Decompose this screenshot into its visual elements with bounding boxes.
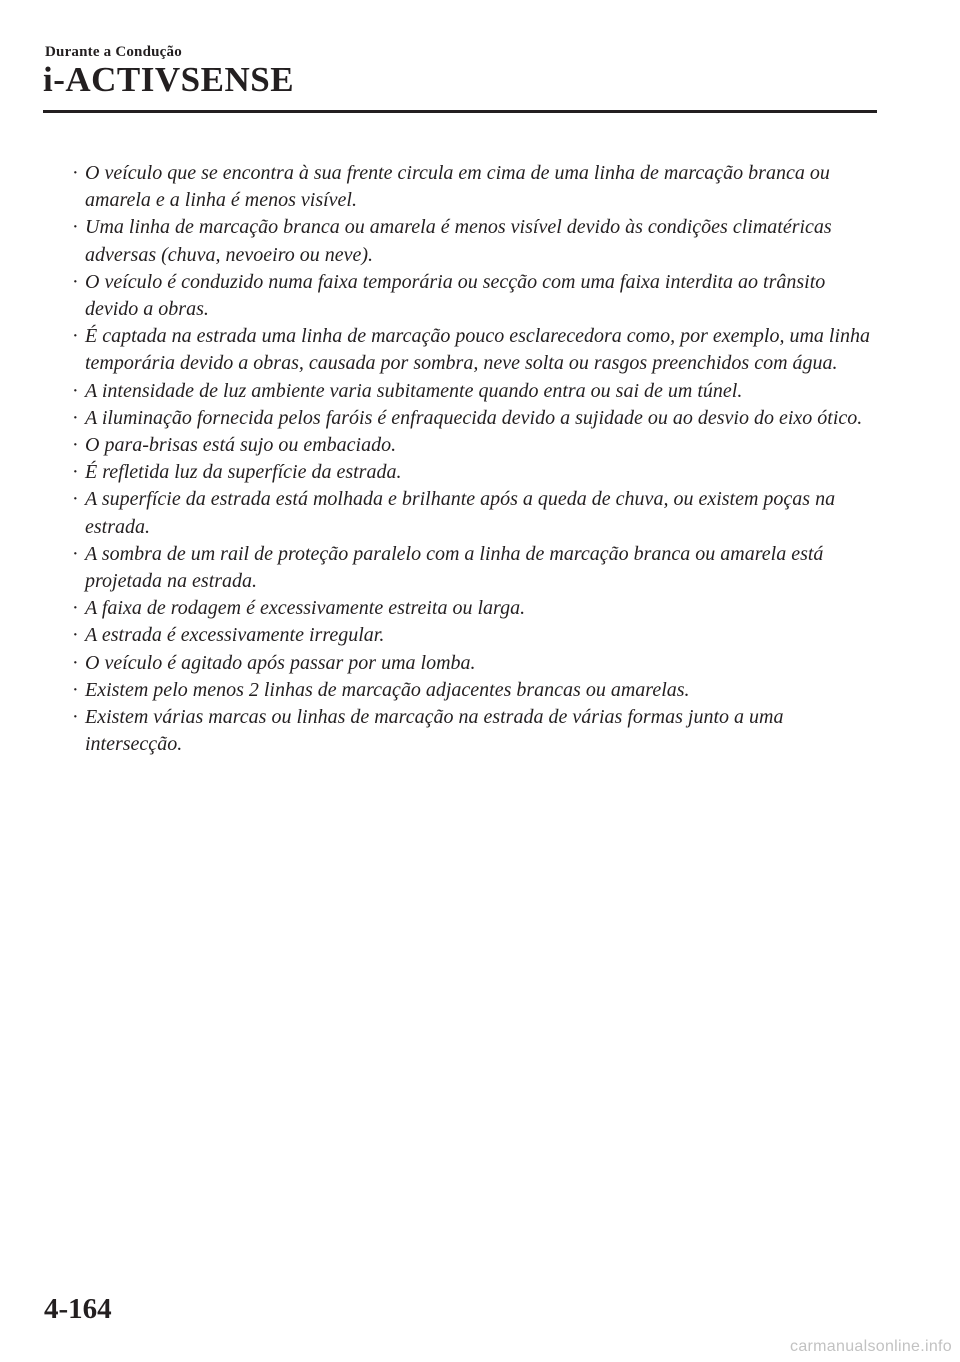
list-item	[70, 704, 880, 758]
bullet-marker: ·	[72, 406, 79, 429]
section-label: Durante a Condução	[45, 44, 182, 60]
list-item	[70, 323, 880, 377]
page-number: 4-164	[44, 1293, 112, 1325]
list-item	[70, 541, 880, 595]
list-item-text: É captada na estrada uma linha de marcação pouco esclarecedora como, por exemplo, uma linha temporária devido a obras, causada por sombra, neve solta ou rasgos preenchidos com água.	[85, 325, 871, 375]
list-item	[70, 378, 880, 405]
bullet-marker: ·	[72, 325, 79, 348]
watermark[interactable]: carmanualsonline.info	[790, 1338, 952, 1355]
list-item	[70, 486, 880, 540]
list-item	[70, 677, 880, 704]
list-item-text: Existem várias marcas ou linhas de marcação na estrada de várias formas junto a uma intersecção.	[85, 706, 784, 756]
bullet-marker: ·	[72, 434, 79, 457]
bullet-marker: ·	[72, 624, 79, 647]
list-item-text: A intensidade de luz ambiente varia subitamente quando entra ou sai de um túnel.	[85, 379, 743, 402]
list-item	[70, 622, 880, 649]
bullet-marker: ·	[72, 461, 79, 484]
list-item	[70, 595, 880, 622]
list-item	[70, 269, 880, 323]
list-item	[70, 650, 880, 677]
list-item	[70, 214, 880, 268]
list-item	[70, 405, 880, 432]
list-item-text: O veículo é agitado após passar por uma lomba.	[85, 651, 476, 674]
list-item-text: A superfície da estrada está molhada e brilhante após a queda de chuva, ou existem poças na estrada.	[85, 488, 836, 538]
list-item	[70, 432, 880, 459]
conditions-list	[70, 160, 880, 758]
list-item-text: A sombra de um rail de proteção paralelo com a linha de marcação branca ou amarela está projetada na estrada.	[85, 542, 824, 593]
list-item-text: É refletida luz da superfície da estrada.	[85, 461, 402, 484]
bullet-marker: ·	[72, 488, 79, 511]
list-item-text: A faixa de rodagem é excessivamente estreita ou larga.	[85, 597, 526, 620]
bullet-marker: ·	[72, 597, 79, 620]
bullet-marker: ·	[72, 216, 79, 239]
bullet-marker: ·	[72, 706, 79, 729]
bullet-marker: ·	[72, 542, 79, 565]
list-item-text: O veículo é conduzido numa faixa temporária ou secção com uma faixa interdita ao trânsito devido a obras.	[85, 270, 826, 321]
list-item-text: Uma linha de marcação branca ou amarela é menos visível devido às condições climatéricas adversas (chuva, nevoeiro ou neve).	[85, 216, 832, 266]
bullet-marker: ·	[72, 379, 79, 402]
list-item-text: A iluminação fornecida pelos faróis é enfraquecida devido a sujidade ou ao desvio do eixo ótico.	[85, 406, 863, 429]
bullet-marker: ·	[72, 270, 79, 293]
list-item	[70, 459, 880, 486]
header-divider	[43, 110, 877, 113]
list-item-text: Existem pelo menos 2 linhas de marcação adjacentes brancas ou amarelas.	[85, 678, 690, 701]
list-item-text: O para-brisas está sujo ou embaciado.	[85, 434, 397, 457]
chapter-title: i-ACTIVSENSE	[43, 60, 295, 99]
list-item-text: O veículo que se encontra à sua frente circula em cima de uma linha de marcação branca ou amarela e a linha é menos visível.	[85, 162, 830, 212]
list-item	[70, 160, 880, 214]
list-item-text: A estrada é excessivamente irregular.	[85, 624, 385, 647]
bullet-marker: ·	[72, 162, 79, 184]
bullet-marker: ·	[72, 651, 79, 674]
bullet-marker: ·	[72, 678, 79, 701]
